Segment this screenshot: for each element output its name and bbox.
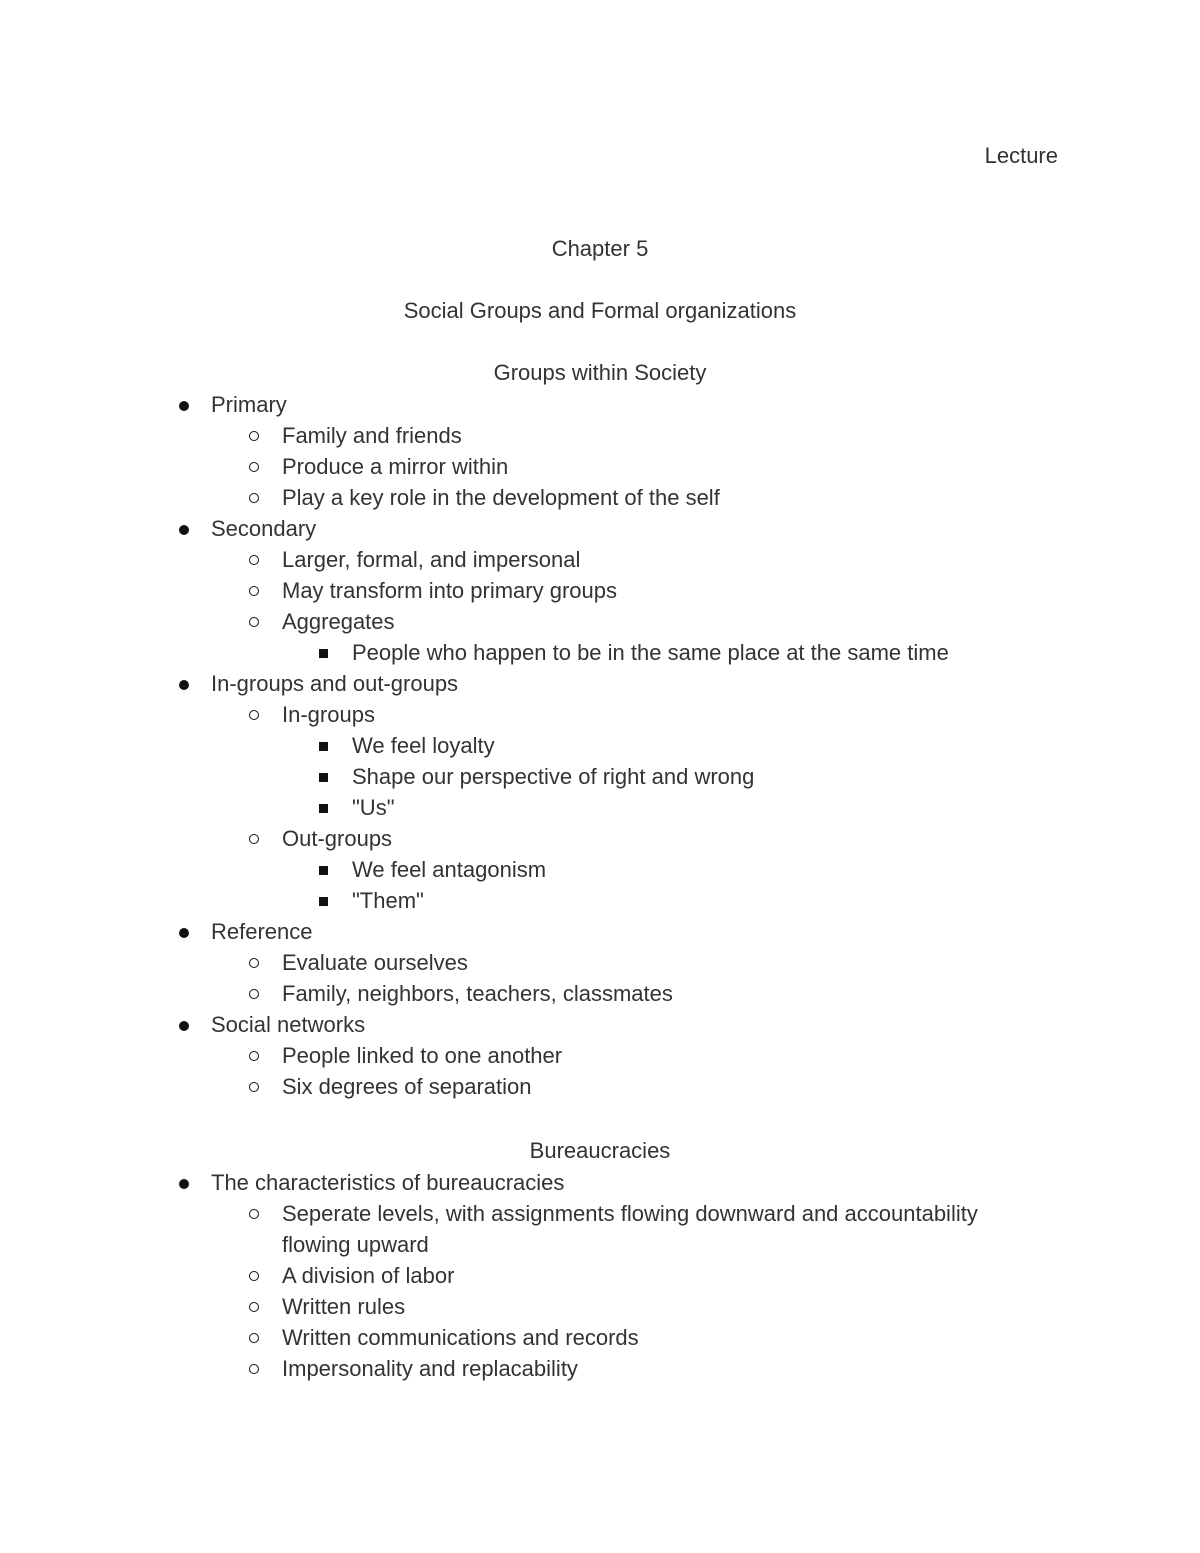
hollow-circle-bullet-icon xyxy=(249,989,259,999)
filled-circle-bullet-icon xyxy=(179,680,189,690)
list-item-text: Seperate levels, with assignments flowing downward and accountability flowing upward xyxy=(282,1201,978,1257)
hollow-circle-bullet-icon xyxy=(249,958,259,968)
list-item xyxy=(0,1260,1200,1291)
list-item xyxy=(0,699,1200,730)
list-item xyxy=(0,575,1200,606)
list-item xyxy=(0,1009,1200,1040)
hollow-circle-bullet-icon xyxy=(249,493,259,503)
list-item xyxy=(0,606,1200,637)
list-item-text: Six degrees of separation xyxy=(282,1074,532,1099)
list-item-text: Social networks xyxy=(211,1012,366,1037)
filled-circle-bullet-icon xyxy=(179,525,189,535)
square-bullet-icon xyxy=(319,804,328,813)
list-item-text: The characteristics of bureaucracies xyxy=(211,1170,565,1195)
document-subtitle: Social Groups and Formal organizations xyxy=(403,298,797,323)
square-bullet-icon xyxy=(319,649,328,658)
list-item xyxy=(0,730,1200,761)
list-item xyxy=(0,885,1200,916)
section-heading: Bureaucracies xyxy=(529,1138,671,1163)
list-item xyxy=(0,1071,1200,1102)
square-bullet-icon xyxy=(319,866,328,875)
list-item-text: People linked to one another xyxy=(282,1043,563,1068)
list-item xyxy=(0,668,1200,699)
list-item-text: In-groups xyxy=(282,702,375,727)
list-item xyxy=(0,637,1200,668)
list-item-text: We feel antagonism xyxy=(352,857,547,882)
filled-circle-bullet-icon xyxy=(179,928,189,938)
hollow-circle-bullet-icon xyxy=(249,462,259,472)
list-item xyxy=(0,792,1200,823)
hollow-circle-bullet-icon xyxy=(249,1271,259,1281)
hollow-circle-bullet-icon xyxy=(249,586,259,596)
hollow-circle-bullet-icon xyxy=(249,1082,259,1092)
hollow-circle-bullet-icon xyxy=(249,710,259,720)
list-item xyxy=(0,947,1200,978)
list-item xyxy=(0,482,1200,513)
filled-circle-bullet-icon xyxy=(179,1179,189,1189)
list-item xyxy=(0,761,1200,792)
list-item-text: Secondary xyxy=(211,516,317,541)
hollow-circle-bullet-icon xyxy=(249,1209,259,1219)
list-item-text: Play a key role in the development of the self xyxy=(282,485,720,510)
list-item-text: "Them" xyxy=(352,888,424,913)
square-bullet-icon xyxy=(319,773,328,782)
hollow-circle-bullet-icon xyxy=(249,617,259,627)
list-item xyxy=(0,1353,1200,1384)
section-heading: Groups within Society xyxy=(493,360,707,385)
list-item-text: Family, neighbors, teachers, classmates xyxy=(282,981,673,1006)
list-item-text: A division of labor xyxy=(282,1263,455,1288)
filled-circle-bullet-icon xyxy=(179,1021,189,1031)
list-item xyxy=(0,978,1200,1009)
list-item-text: Reference xyxy=(211,919,313,944)
square-bullet-icon xyxy=(319,897,328,906)
list-item xyxy=(0,389,1200,420)
hollow-circle-bullet-icon xyxy=(249,1364,259,1374)
list-item xyxy=(0,1291,1200,1322)
bullet-list xyxy=(0,389,1200,1102)
list-item-text: Primary xyxy=(211,392,287,417)
list-item-text: Out-groups xyxy=(282,826,393,851)
bullet-list xyxy=(0,1167,1200,1384)
list-item xyxy=(0,1040,1200,1071)
hollow-circle-bullet-icon xyxy=(249,1302,259,1312)
hollow-circle-bullet-icon xyxy=(249,555,259,565)
list-item xyxy=(0,420,1200,451)
hollow-circle-bullet-icon xyxy=(249,1051,259,1061)
filled-circle-bullet-icon xyxy=(179,401,189,411)
list-item xyxy=(0,1322,1200,1353)
list-item-text: Aggregates xyxy=(282,609,395,634)
list-item-text: Impersonality and replacability xyxy=(282,1356,578,1381)
list-item xyxy=(0,823,1200,854)
hollow-circle-bullet-icon xyxy=(249,834,259,844)
list-item xyxy=(0,916,1200,947)
list-item-text: Produce a mirror within xyxy=(282,454,509,479)
square-bullet-icon xyxy=(319,742,328,751)
list-item-text: People who happen to be in the same place at the same time xyxy=(352,640,949,665)
list-item xyxy=(0,451,1200,482)
list-item-text: Written communications and records xyxy=(282,1325,639,1350)
list-item-text: Shape our perspective of right and wrong xyxy=(352,764,755,789)
list-item-text: In-groups and out-groups xyxy=(211,671,459,696)
list-item-text: Larger, formal, and impersonal xyxy=(282,547,581,572)
list-item-text: "Us" xyxy=(352,795,395,820)
list-item xyxy=(0,544,1200,575)
chapter-title: Chapter 5 xyxy=(551,236,649,261)
hollow-circle-bullet-icon xyxy=(249,431,259,441)
list-item-text: We feel loyalty xyxy=(352,733,495,758)
header-label: Lecture xyxy=(984,143,1058,168)
list-item-text: May transform into primary groups xyxy=(282,578,617,603)
list-item-text: Family and friends xyxy=(282,423,462,448)
list-item xyxy=(0,513,1200,544)
list-item xyxy=(0,1198,1042,1260)
list-item xyxy=(0,854,1200,885)
list-item-text: Written rules xyxy=(282,1294,406,1319)
list-item-text: Evaluate ourselves xyxy=(282,950,468,975)
list-item xyxy=(0,1167,1200,1198)
hollow-circle-bullet-icon xyxy=(249,1333,259,1343)
